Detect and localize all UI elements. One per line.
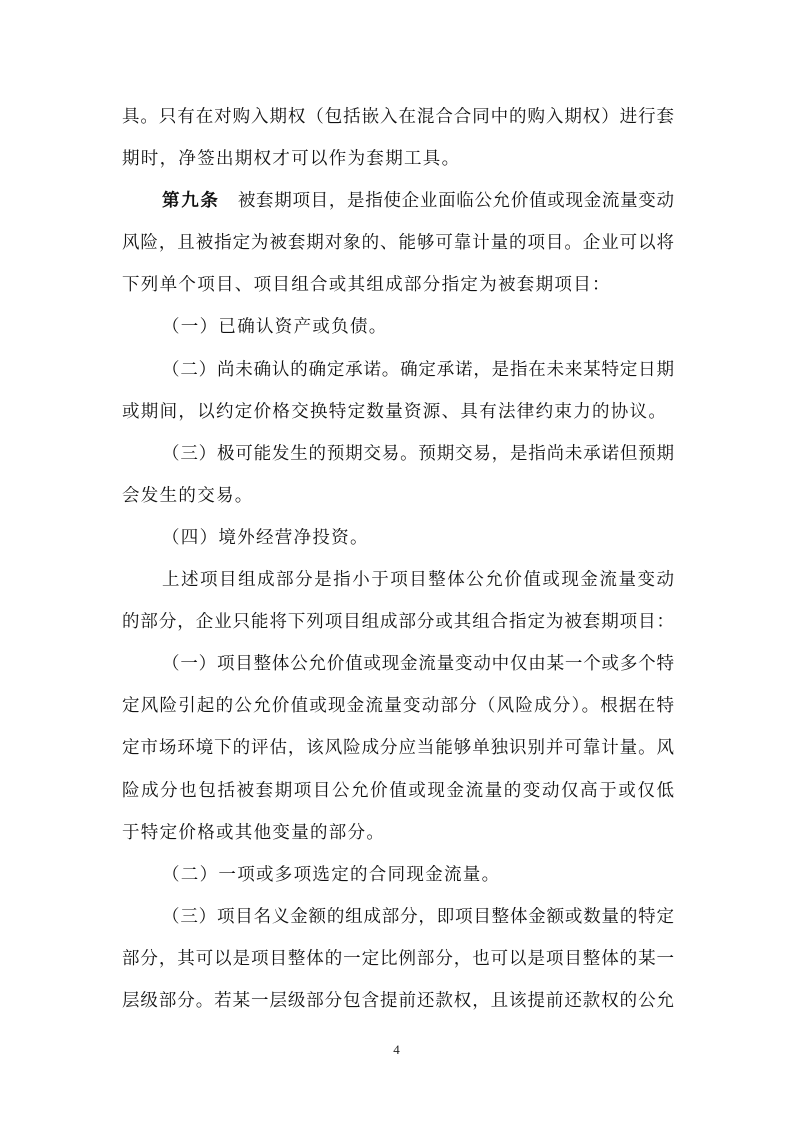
text-line-21: 部分，其可以是项目整体的一定比例部分，也可以是项目整体的某一 xyxy=(122,948,674,969)
text-line-18: 于特定价格或其他变量的部分。 xyxy=(122,822,386,843)
text-line-22: 层级部分。若某一层级部分包含提前还款权，且该提前还款权的公允 xyxy=(122,990,674,1011)
text-line-9: （三）极可能发生的预期交易。预期交易，是指尚未承诺但预期 xyxy=(162,443,674,464)
text-line-14: （一）项目整体公允价值或现金流量变动中仅由某一个或多个特 xyxy=(162,654,674,675)
text-line-5: 下列单个项目、项目组合或其组成部分指定为被套期项目： xyxy=(122,275,611,296)
text-line-12: 上述项目组成部分是指小于项目整体公允价值或现金流量变动 xyxy=(162,570,674,591)
text-line-20: （三）项目名义金额的组成部分，即项目整体金额或数量的特定 xyxy=(162,906,674,927)
page-number: 4 xyxy=(393,1042,400,1057)
text-line-16: 定市场环境下的评估，该风险成分应当能够单独识别并可靠计量。风 xyxy=(122,738,674,759)
text-line-19: （二）一项或多项选定的合同现金流量。 xyxy=(162,864,501,885)
text-line-2: 期时，净签出期权才可以作为套期工具。 xyxy=(122,149,461,170)
text-line-11: （四）境外经营净投资。 xyxy=(162,527,369,548)
text-line-8: 或期间，以约定价格交换特定数量资源、具有法律约束力的协议。 xyxy=(122,401,668,422)
text-line-13: 的部分，企业只能将下列项目组成部分或其组合指定为被套期项目： xyxy=(122,612,674,633)
article-nine-text: 被套期项目，是指使企业面临公允价值或现金流量变动 xyxy=(219,191,675,212)
article-nine-line xyxy=(122,180,674,222)
text-line-10: 会发生的交易。 xyxy=(122,485,254,506)
text-line-1: 具。只有在对购入期权（包括嵌入在混合合同中的购入期权）进行套 xyxy=(122,107,674,127)
text-line-6: （一）已确认资产或负债。 xyxy=(162,317,388,338)
text-line-7: （二）尚未确认的确定承诺。确定承诺，是指在未来某特定日期 xyxy=(162,359,674,380)
body-text xyxy=(122,96,674,1022)
text-line-17: 险成分也包括被套期项目公允价值或现金流量的变动仅高于或仅低 xyxy=(122,780,674,801)
article-heading: 第九条 xyxy=(162,191,220,212)
text-line-4: 风险，且被指定为被套期对象的、能够可靠计量的项目。企业可以将 xyxy=(122,233,674,254)
text-line-15: 定风险引起的公允价值或现金流量变动部分（风险成分）。根据在特 xyxy=(122,696,674,717)
